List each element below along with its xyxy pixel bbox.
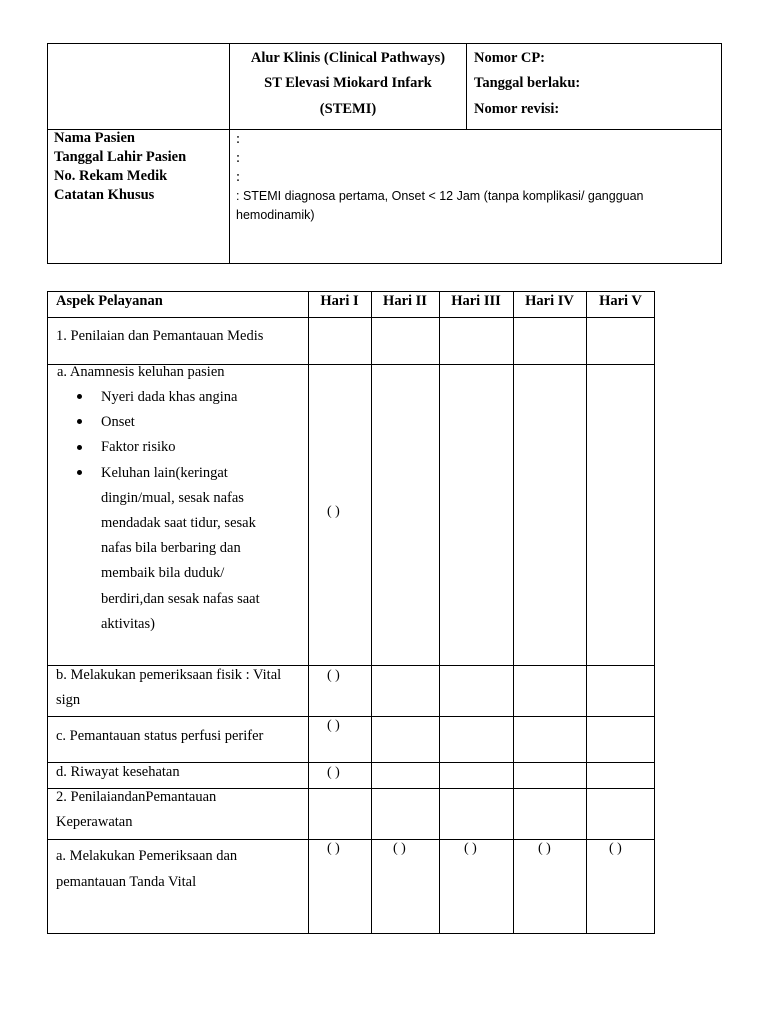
title-line-3: (STEMI) xyxy=(319,101,377,117)
row-c: c. Pemantauan status perfusi perifer xyxy=(56,728,264,744)
rekam-medik-label: No. Rekam Medik xyxy=(54,168,168,184)
row-a-bullet-4-line-6: berdiri,dan sesak nafas saat xyxy=(101,591,260,607)
col-header-hari-2: Hari II xyxy=(383,293,427,309)
row-2a-line-2: pemantauan Tanda Vital xyxy=(56,874,197,890)
title-line-2: ST Elevasi Miokard Infark xyxy=(264,75,432,91)
check-mark-row-2a-hari-1[interactable]: ( ) xyxy=(327,841,340,856)
row-b-line-2: sign xyxy=(56,692,81,708)
row-line-1 xyxy=(47,317,655,318)
col-line-2 xyxy=(371,291,372,934)
row-2-line-2: Keperawatan xyxy=(56,814,133,830)
col-line-5 xyxy=(586,291,587,934)
check-mark-row-b-hari-1[interactable]: ( ) xyxy=(327,668,340,683)
row-penilaian-medis: 1. Penilaian dan Pemantauan Medis xyxy=(56,328,264,344)
nomor-revisi-label: Nomor revisi: xyxy=(474,101,560,117)
col-line-1 xyxy=(308,291,309,934)
row-a-bullet-1: Nyeri dada khas angina xyxy=(101,389,238,405)
row-d: d. Riwayat kesehatan xyxy=(56,764,180,780)
check-mark-row-c-hari-1[interactable]: ( ) xyxy=(327,718,340,733)
nama-pasien-label: Nama Pasien xyxy=(54,130,135,146)
nama-pasien-value: : xyxy=(236,131,241,147)
bullet-icon xyxy=(77,419,82,424)
col-header-hari-1: Hari I xyxy=(320,293,359,309)
row-line-7 xyxy=(47,839,655,840)
catatan-khusus-label: Catatan Khusus xyxy=(54,187,155,203)
row-a-bullet-4-line-3: mendadak saat tidur, sesak xyxy=(101,515,256,531)
row-a-bullet-4-line-1: Keluhan lain(keringat xyxy=(101,465,228,481)
check-mark-row-2a-hari-2[interactable]: ( ) xyxy=(393,841,406,856)
header-hline xyxy=(47,129,722,130)
col-line-4 xyxy=(513,291,514,934)
bullet-icon xyxy=(77,394,82,399)
col-header-aspek: Aspek Pelayanan xyxy=(56,293,163,309)
check-mark-row-d-hari-1[interactable]: ( ) xyxy=(327,765,340,780)
row-b-line-1: b. Melakukan pemeriksaan fisik : Vital xyxy=(56,667,282,683)
tanggal-lahir-label: Tanggal Lahir Pasien xyxy=(54,149,187,165)
row-a-bullet-4-line-7: aktivitas) xyxy=(101,616,155,632)
bullet-icon xyxy=(77,470,82,475)
col-header-hari-3: Hari III xyxy=(451,293,501,309)
row-line-4 xyxy=(47,716,655,717)
row-a-bullet-4-line-4: nafas bila berbaring dan xyxy=(101,540,241,556)
row-a-bullet-4-line-2: dingin/mual, sesak nafas xyxy=(101,490,244,506)
catatan-khusus-value-2: hemodinamik) xyxy=(236,208,315,222)
catatan-khusus-value-1: : STEMI diagnosa pertama, Onset < 12 Jam (tanpa komplikasi/ gangguan xyxy=(236,189,644,203)
check-mark-row-2a-hari-3[interactable]: ( ) xyxy=(464,841,477,856)
bullet-icon xyxy=(77,445,82,450)
row-2-line-1: 2. PenilaiandanPemantauan xyxy=(56,789,217,805)
tanggal-lahir-value: : xyxy=(236,150,241,166)
row-a-title: a. Anamnesis keluhan pasien xyxy=(57,364,225,380)
row-a-bullet-2: Onset xyxy=(101,414,135,430)
row-2a-line-1: a. Melakukan Pemeriksaan dan xyxy=(56,848,238,864)
check-mark-row-a-hari-1[interactable]: ( ) xyxy=(327,504,340,519)
col-header-hari-4: Hari IV xyxy=(525,293,574,309)
title-line-1: Alur Klinis (Clinical Pathways) xyxy=(250,50,446,66)
col-line-3 xyxy=(439,291,440,934)
rekam-medik-value: : xyxy=(236,169,241,185)
check-mark-row-2a-hari-4[interactable]: ( ) xyxy=(538,841,551,856)
row-a-bullet-3: Faktor risiko xyxy=(101,439,176,455)
row-a-bullet-4-line-5: membaik bila duduk/ xyxy=(101,565,225,581)
check-mark-row-2a-hari-5[interactable]: ( ) xyxy=(609,841,622,856)
col-header-hari-5: Hari V xyxy=(599,293,642,309)
tanggal-berlaku-label: Tanggal berlaku: xyxy=(474,75,581,91)
nomor-cp-label: Nomor CP: xyxy=(474,50,546,66)
